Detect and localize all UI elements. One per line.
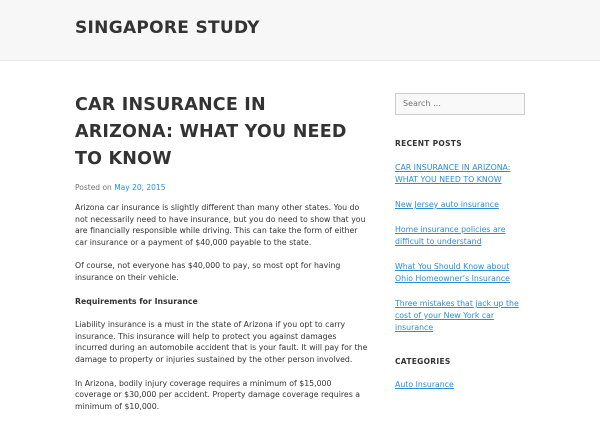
posted-on-label: Posted on — [75, 183, 112, 192]
site-title-link[interactable]: SINGAPORE STUDY — [75, 18, 260, 38]
list-item — [395, 199, 525, 211]
recent-posts-title: RECENT POSTS — [395, 139, 462, 148]
category-link[interactable]: Auto Insurance — [395, 380, 454, 389]
categories-title: CATEGORIES — [395, 357, 451, 366]
list-item — [395, 162, 525, 186]
post-subheading: Requirements for Insurance — [75, 296, 198, 306]
search-widget — [395, 91, 525, 115]
recent-post-link[interactable]: New Jersey auto insurance — [395, 200, 499, 209]
recent-post-link[interactable]: Three mistakes that jack up the cost of your New York car insurance — [395, 299, 519, 332]
list-item — [395, 379, 454, 391]
categories-list — [395, 379, 454, 391]
list-item — [395, 224, 525, 248]
list-item — [395, 261, 525, 285]
post-meta — [75, 183, 370, 192]
recent-post-link[interactable]: What You Should Know about Ohio Homeowner’s Insurance — [395, 262, 510, 283]
post-body — [75, 202, 370, 412]
recent-post-link[interactable]: Home insurance policies are difficult to understand — [395, 225, 506, 246]
post-paragraph: Arizona car insurance is slightly different than many other states. You do not necessarily need to have insurance, but you do need to show that you are financially responsible while driving. This can take the form of either car insurance or a payment of $40,000 payable to the state. — [75, 203, 366, 247]
search-input[interactable] — [395, 93, 525, 115]
post-title: CAR INSURANCE IN ARIZONA: WHAT YOU NEED TO KNOW — [75, 95, 347, 169]
post-paragraph: Liability insurance is a must in the state of Arizona if you opt to carry insurance. This insurance will help to protect you against damages incurred during an automobile accident that is your fault. It will pay for the damage to property or injuries sustained by the other person involved. — [75, 320, 368, 364]
post-paragraph: In Arizona, bodily injury coverage requires a minimum of $15,000 coverage or $30,000 per accident. Property damage coverage requires a minimum of $10,000. — [75, 378, 361, 411]
recent-post-link[interactable]: CAR INSURANCE IN ARIZONA: WHAT YOU NEED TO KNOW — [395, 163, 511, 184]
recent-posts-list — [395, 162, 525, 347]
list-item — [395, 298, 525, 334]
post-paragraph: Of course, not everyone has $40,000 to pay, so most opt for having insurance on their vehicle. — [75, 261, 341, 282]
post-date-link[interactable]: May 20, 2015 — [114, 183, 166, 192]
main-content — [75, 92, 370, 424]
site-header — [0, 0, 600, 61]
